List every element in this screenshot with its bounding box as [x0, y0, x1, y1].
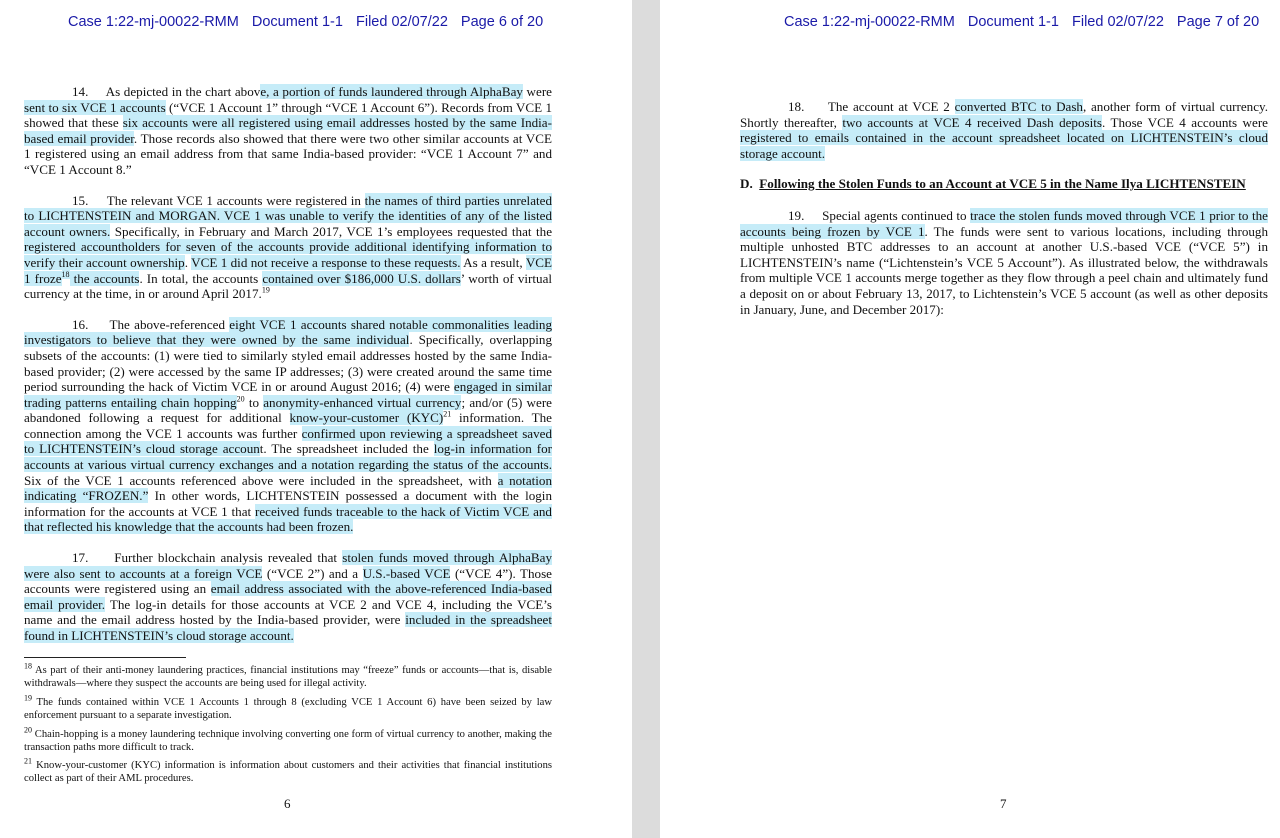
footnote-21: [24, 756, 552, 786]
highlighted-text: included in the spreadsheet found in LICHTENSTEIN’s cloud storage account.: [24, 612, 552, 643]
filed-date: Filed 02/07/22: [355, 14, 448, 30]
page-header: [68, 14, 552, 30]
footnote-text: The funds contained within VCE 1 Accounts 1 through 8 (excluding VCE 1 Account 6) have been seized by law enforcement pursuant to a separate investigation.: [24, 696, 552, 721]
paragraph-19: [740, 208, 1268, 317]
section-heading-d: [740, 176, 1268, 192]
paragraph-15: [24, 193, 552, 302]
text-run: .: [184, 254, 192, 270]
text-run: were: [522, 84, 552, 99]
text-run: As a result,: [460, 254, 526, 270]
highlighted-text: the accounts: [69, 270, 140, 286]
highlighted-text: VCE 1 did not receive a response to these requests.: [191, 254, 461, 270]
text-run: (“VCE 4”). Those accounts were registered using an: [24, 565, 552, 597]
page-header: [784, 14, 1268, 30]
footnote-ref-19[interactable]: 19: [261, 285, 270, 295]
highlighted-text: email address associated with the above-referenced India-based email provider.: [24, 581, 552, 612]
highlighted-text: received funds traceable to the hack of Victim VCE and that reflected his knowledge that the accounts had been frozen.: [24, 503, 552, 535]
document-number: Document 1-1: [251, 14, 343, 30]
text-run: Six of the VCE 1 accounts referenced above were included in the spreadsheet, with: [24, 472, 498, 488]
highlighted-text: registered to emails contained in the account spreadsheet located on LICHTENSTEIN’s cloud storage account.: [740, 130, 1268, 161]
footnote-text: Chain-hopping is a money laundering technique involving converting one form of virtual currency to another, making the transaction paths more difficult to track.: [24, 728, 552, 753]
footnote-19: [24, 693, 552, 723]
text-run: Further blockchain analysis revealed that: [114, 550, 343, 566]
footnote-text: Know-your-customer (KYC) information is information about customers and their activities that financial institutions collect as part of their AML procedures.: [24, 760, 552, 785]
text-run: . The funds were sent to various locations, including through multiple unhosted BTC addresses to an account at another U.S.-based VCE (“VCE 5”) in LICHTENSTEIN’s name (“Lichtenstein’s VCE 5 Account”). As illustrated below, the withdrawals from multiple VCE 1 accounts merge together as they flow through a peel chain and ultimately fund a deposit on or about February 13, 2017, to Lichtenstein’s VCE 5 account (as well as other deposits in January, June, and December 2017):: [740, 223, 1269, 317]
section-letter: D.: [740, 176, 753, 192]
highlighted-text: six accounts were all registered using email addresses hosted by the same India-based email provider: [24, 115, 552, 146]
case-number: Case 1:22-mj-00022-RMM: [784, 14, 955, 30]
paragraph-number: 15.: [72, 192, 89, 208]
text-run: Special agents continued to: [822, 207, 971, 223]
paragraph-number: 19.: [788, 207, 805, 223]
highlighted-text: contained over $186,000 U.S. dollars: [262, 270, 461, 286]
footnotes: [24, 661, 552, 792]
highlighted-text: log-in information for accounts at various virtual currency exchanges and a notation regarding the status of the accounts.: [24, 441, 552, 473]
text-run: The above-referenced: [109, 316, 230, 332]
footnote-number: 20: [24, 725, 32, 735]
highlighted-text: converted BTC to Dash: [954, 99, 1083, 114]
text-run: to: [244, 394, 264, 410]
page-body: [740, 99, 1268, 332]
paragraph-14: [24, 84, 552, 178]
footnote-text: As part of their anti-money laundering practices, financial institutions may “freeze” funds or accounts—that is, disable withdrawals—where they suspect the accounts are being used for illegal activity.: [24, 665, 552, 689]
highlighted-text: anonymity-enhanced virtual currency: [263, 394, 462, 410]
highlighted-text: trace the stolen funds moved through VCE 1 prior to the accounts being frozen by VCE 1: [740, 207, 1268, 239]
highlighted-text: sent to six VCE 1 accounts: [24, 99, 166, 115]
document-page-6: [0, 0, 632, 838]
text-run: (“VCE 1 Account 1” through “VCE 1 Account 6”). Records from VCE 1 showed that these: [24, 99, 553, 131]
page-of: Page 6 of 20: [460, 14, 544, 30]
text-run: . In total, the accounts: [139, 270, 263, 286]
footnote-number: 18: [24, 661, 32, 671]
document-page-7: [660, 0, 1280, 838]
footnote-18: [24, 661, 552, 691]
footnote-number: 21: [24, 756, 32, 766]
highlighted-text: registered accountholders for seven of the accounts provide additional identifying information to verify their account ownership: [24, 239, 552, 270]
paragraph-18: [740, 99, 1268, 161]
section-title: Following the Stolen Funds to an Account at VCE 5 in the Name Ilya LICHTENSTEIN: [759, 176, 1246, 192]
text-run: information. The connection among the VCE 1 accounts was further: [24, 410, 552, 441]
text-run: , another form of virtual currency. Shortly thereafter,: [740, 99, 1268, 130]
text-run: As depicted in the chart abov: [105, 84, 261, 99]
highlighted-text: confirmed upon reviewing a spreadsheet saved to LICHTENSTEIN’s cloud storage accoun: [24, 425, 553, 457]
footnote-divider: [24, 657, 186, 658]
page-of: Page 7 of 20: [1176, 14, 1260, 30]
highlighted-text: two accounts at VCE 4 received Dash deposits: [842, 114, 1102, 130]
highlighted-text: know-your-customer (KYC): [289, 410, 444, 426]
highlighted-text: the names of third parties unrelated to LICHTENSTEIN and MORGAN. VCE 1 was unable to verify the identities of any of the listed account owners.: [24, 192, 552, 239]
paragraph-17: [24, 550, 552, 644]
highlighted-text: a notation indicating “FROZEN.”: [24, 472, 553, 504]
footnote-ref-18[interactable]: 18: [61, 270, 70, 280]
paragraph-number: 17.: [72, 550, 89, 566]
page-body: [24, 84, 552, 659]
text-run: . Those VCE 4 accounts were: [1102, 114, 1268, 130]
text-run: . Specifically, overlapping subsets of the accounts: (1) were tied to similarly styled email addresses hosted by the same India-based provider; (2) were accessed by the same IP addresses; (3) were created around the same time period surrounding the hack of Victim VCE in or around August 2016; (4) were: [24, 332, 552, 395]
footnote-20: [24, 725, 552, 755]
page-number: 7: [1000, 796, 1007, 811]
text-run: ; and/or (5) were abandoned following a request for additional: [24, 394, 552, 426]
text-run: t. The spreadsheet included the: [259, 441, 434, 457]
paragraph-number: 16.: [72, 316, 89, 332]
footnote-number: 19: [24, 693, 32, 703]
text-run: . Those records also showed that there were two other similar accounts at VCE 1 registered using an email address from that same India-based provider: “VCE 1 Account 7” and “VCE 1 Account 8.”: [24, 130, 552, 177]
text-run: The account at VCE 2: [827, 99, 955, 114]
page-number: 6: [284, 796, 291, 811]
document-number: Document 1-1: [967, 14, 1059, 30]
paragraph-16: [24, 317, 552, 535]
highlighted-text: VCE 1 froze: [24, 254, 553, 286]
text-run: Specifically, in February and March 2017, VCE 1’s employees requested that the: [110, 223, 553, 239]
text-run: In other words, LICHTENSTEIN possessed a document with the login information for the accounts at VCE 1 that: [24, 488, 552, 519]
footnote-ref-20[interactable]: 20: [236, 394, 245, 404]
case-number: Case 1:22-mj-00022-RMM: [68, 14, 239, 30]
paragraph-number: 14.: [72, 84, 89, 99]
highlighted-text: e, a portion of funds laundered through AlphaBay: [260, 84, 523, 99]
text-run: ’ worth of virtual currency at the time, in or around April 2017.: [24, 270, 553, 302]
text-run: The log-in details for those accounts at VCE 2 and VCE 4, including the VCE’s name and the email address hosted by the India-based provider, were: [24, 596, 552, 628]
paragraph-number: 18.: [788, 99, 805, 114]
text-run: The relevant VCE 1 accounts were registered in: [106, 192, 365, 208]
highlighted-text: U.S.-based VCE: [362, 565, 451, 581]
footnote-ref-21[interactable]: 21: [443, 409, 452, 419]
text-run: (“VCE 2”) and a: [262, 565, 363, 581]
highlighted-text: eight VCE 1 accounts shared notable commonalities leading investigators to believe that they were owned by the same individual: [24, 316, 552, 348]
filed-date: Filed 02/07/22: [1071, 14, 1164, 30]
highlighted-text: engaged in similar trading patterns entailing chain hopping: [24, 379, 552, 410]
highlighted-text: stolen funds moved through AlphaBay were also sent to accounts at a foreign VCE: [24, 550, 552, 581]
